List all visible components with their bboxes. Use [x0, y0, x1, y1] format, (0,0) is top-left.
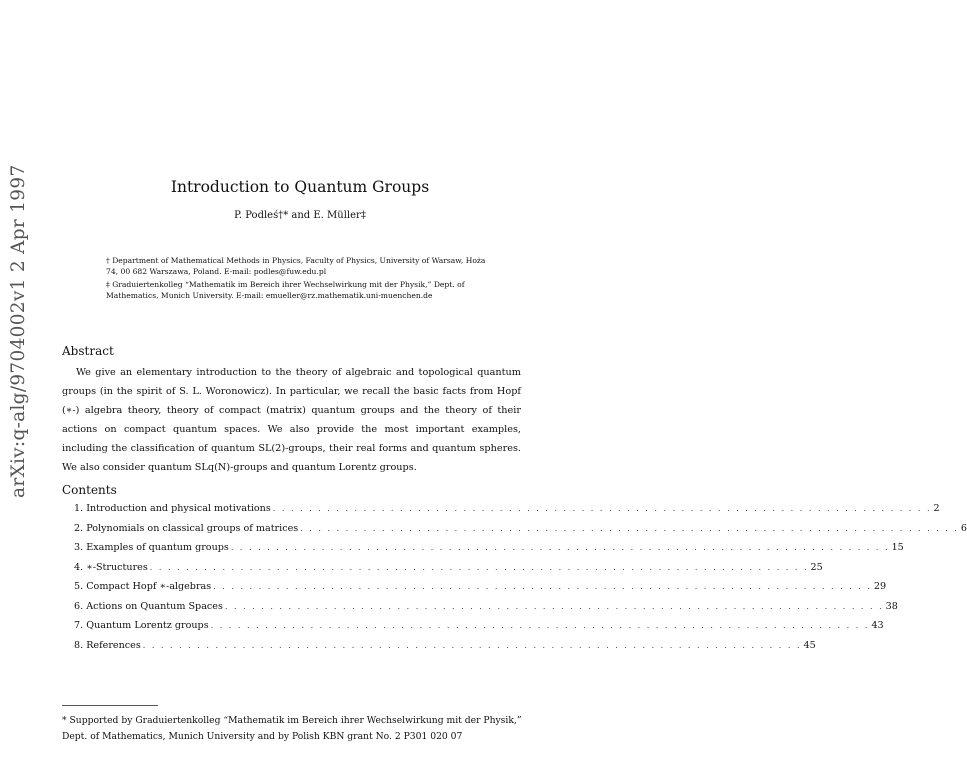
toc-page-number: 2	[933, 503, 940, 514]
footnote-divider	[62, 705, 158, 706]
abstract-heading: Abstract	[62, 344, 114, 358]
toc-page-number: 15	[891, 542, 904, 553]
toc-leader-dots: . . . . . . . . . . . . . . . . . . . . . . . . . . . . . . . . . . . . . . . . . . . . . . . . . . . . . . . . . . . . . . . . . . . . . . . . .	[272, 504, 932, 513]
toc-label: 6. Actions on Quantum Spaces	[74, 600, 223, 612]
toc-leader-dots: . . . . . . . . . . . . . . . . . . . . . . . . . . . . . . . . . . . . . . . . . . . . . . . . . . . . . . . . . . . . . . . . . . . . . . . . .	[210, 621, 870, 630]
toc-item[interactable]	[74, 522, 967, 543]
contents-heading: Contents	[62, 483, 117, 497]
footnote: * Supported by Graduiertenkolleg “Mathematik im Bereich ihrer Wechselwirkung mit der Physik,” Dept. of Mathematics, Munich University and by Polish KBN grant No. 2 P301 020 07	[62, 715, 522, 742]
toc-page-number: 38	[885, 600, 898, 612]
toc-item[interactable]	[74, 542, 904, 562]
toc-item[interactable]	[74, 600, 898, 621]
toc-page-number: 6	[960, 522, 967, 534]
toc-leader-dots: . . . . . . . . . . . . . . . . . . . . . . . . . . . . . . . . . . . . . . . . . . . . . . . . . . . . . . . . . . . . . . . . . . . . . . . . .	[300, 523, 959, 533]
toc-page-number: 45	[803, 639, 816, 651]
toc-label: 8. References	[74, 639, 141, 651]
toc-leader-dots: . . . . . . . . . . . . . . . . . . . . . . . . . . . . . . . . . . . . . . . . . . . . . . . . . . . . . . . . . . . . . . . . . . . . . . . . .	[230, 543, 890, 552]
table-of-contents	[74, 503, 967, 659]
toc-label: 2. Polynomials on classical groups of matrices	[74, 522, 299, 534]
authors: P. Podleś†* and E. Müller‡	[234, 210, 366, 221]
toc-item[interactable]	[74, 581, 887, 601]
toc-page-number: 43	[871, 620, 884, 631]
paper-title: Introduction to Quantum Groups	[170, 178, 430, 196]
abstract-text: We give an elementary introduction to the theory of algebraic and topological quantum groups (in the spirit of S. L. Woronowicz). In particular, we recall the basic facts from Hopf (∗-) algebra theory, theory of compact (matrix) quantum groups and the theory of their actions on compact quantum spaces. We also provide the most important examples, including the classification of quantum SL(2)-groups, their real forms and quantum spheres. We also consider quantum SLq(N)-groups and quantum Lorentz groups.	[62, 367, 521, 473]
toc-label: 4. ∗-Structures	[74, 561, 148, 573]
arxiv-identifier: arXiv:q-alg/9704002v1 2 Apr 1997	[8, 164, 29, 498]
toc-item[interactable]	[74, 561, 823, 582]
toc-leader-dots: . . . . . . . . . . . . . . . . . . . . . . . . . . . . . . . . . . . . . . . . . . . . . . . . . . . . . . . . . . . . . . . . . . . . . . . . .	[213, 582, 872, 591]
toc-item[interactable]	[74, 639, 816, 660]
toc-item[interactable]	[74, 620, 884, 640]
toc-label: 1. Introduction and physical motivations	[74, 503, 271, 514]
toc-label: 5. Compact Hopf ∗-algebras	[74, 581, 212, 592]
affiliation-1: † Department of Mathematical Methods in Physics, Faculty of Physics, University of Warsaw, Hoża 74, 00 682 Warszawa, Poland. E-mail: podles@fuw.edu.pl	[106, 256, 486, 276]
toc-page-number: 25	[810, 561, 823, 573]
toc-label: 3. Examples of quantum groups	[74, 542, 229, 553]
toc-page-number: 29	[873, 581, 887, 592]
toc-leader-dots: . . . . . . . . . . . . . . . . . . . . . . . . . . . . . . . . . . . . . . . . . . . . . . . . . . . . . . . . . . . . . . . . . . . . . . . . .	[149, 562, 809, 572]
toc-leader-dots: . . . . . . . . . . . . . . . . . . . . . . . . . . . . . . . . . . . . . . . . . . . . . . . . . . . . . . . . . . . . . . . . . . . . . . . . .	[224, 601, 884, 611]
toc-item[interactable]	[74, 503, 940, 523]
toc-leader-dots: . . . . . . . . . . . . . . . . . . . . . . . . . . . . . . . . . . . . . . . . . . . . . . . . . . . . . . . . . . . . . . . . . . . . . . . . .	[142, 640, 802, 650]
toc-label: 7. Quantum Lorentz groups	[74, 620, 209, 631]
affiliation-2: ‡ Graduiertenkolleg “Mathematik im Bereich ihrer Wechselwirkung mit der Physik,” Dept. of Mathematics, Munich University. E-mail: emueller@rz.mathematik.uni-muenchen.de	[106, 280, 465, 300]
